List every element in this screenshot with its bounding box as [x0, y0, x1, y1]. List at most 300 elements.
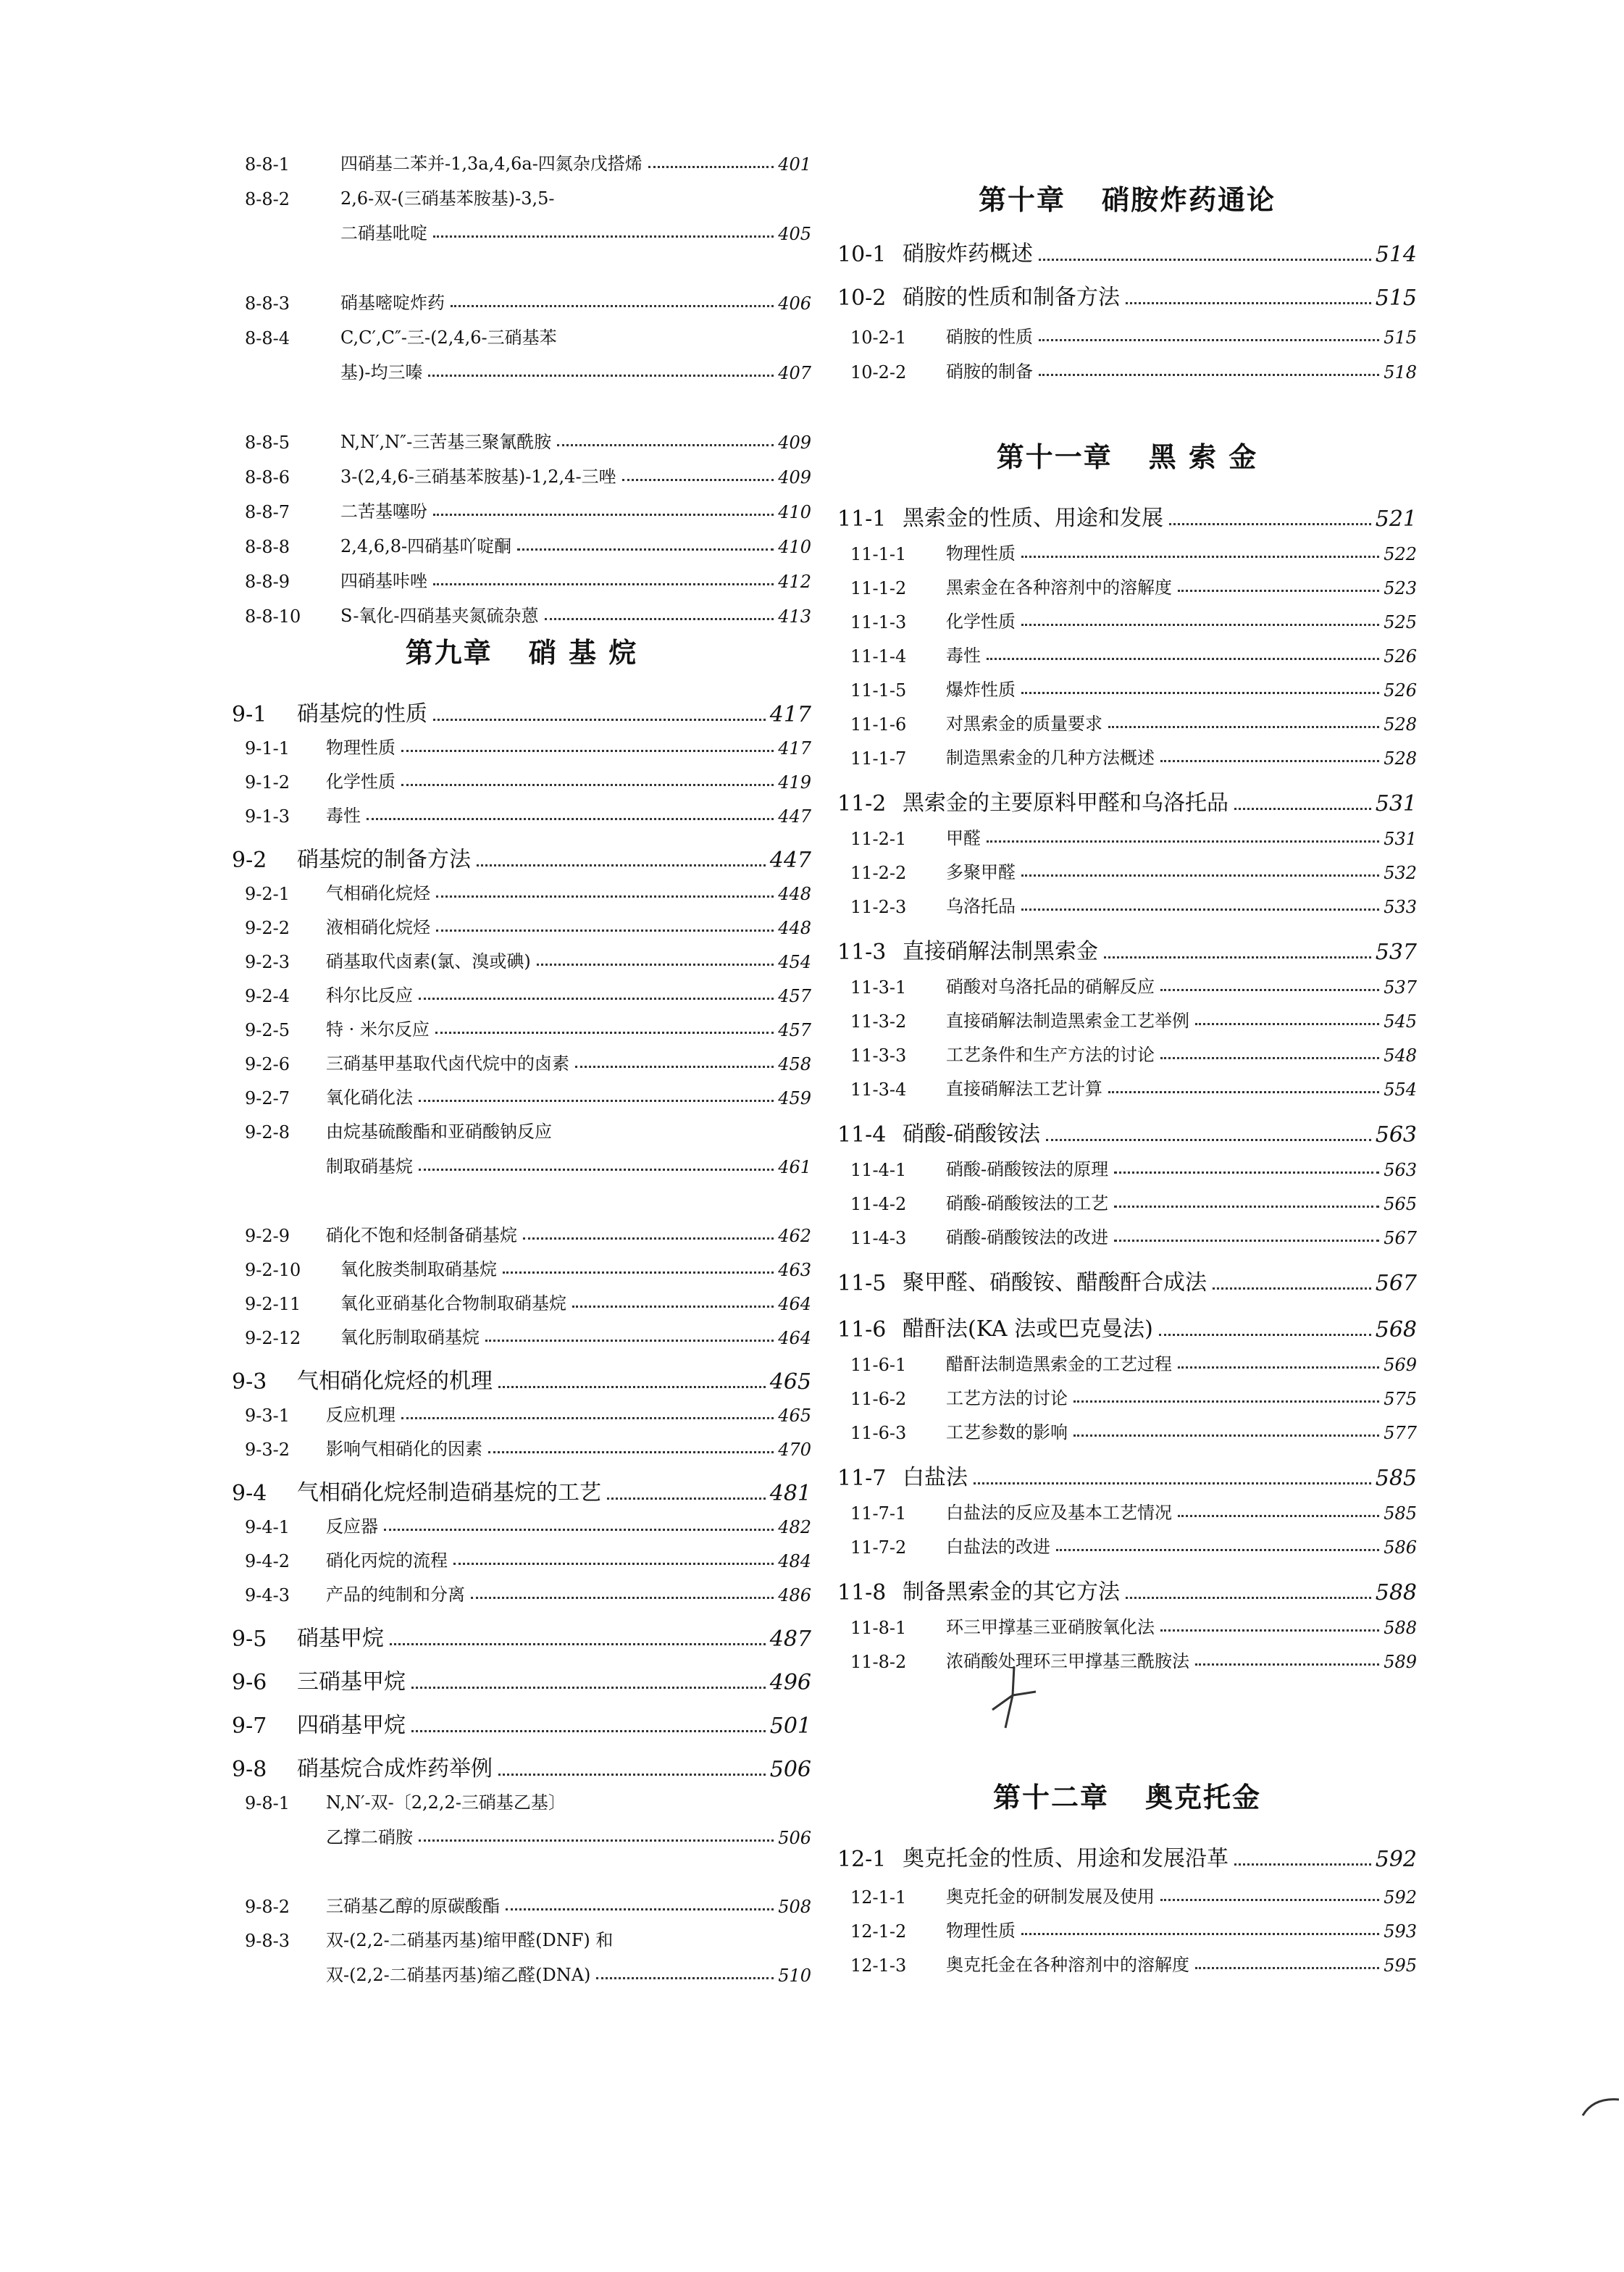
toc-entry[interactable]: [232, 1049, 811, 1074]
leader-dots: [1039, 339, 1379, 341]
entry-page: 593: [1384, 1921, 1417, 1942]
entry-page: 532: [1384, 863, 1417, 883]
entry-page: 537: [1375, 940, 1417, 965]
entry-number: 11-7-2: [850, 1537, 907, 1558]
leader-dots: [1108, 1091, 1379, 1093]
toc-entry[interactable]: [837, 1189, 1417, 1214]
entry-title: 硝基取代卤素(氯、溴或碘): [326, 951, 531, 972]
toc-entry[interactable]: [837, 279, 1417, 311]
toc-entry[interactable]: [232, 696, 811, 727]
toc-entry[interactable]: [837, 1840, 1417, 1872]
toc-entry[interactable]: [837, 1384, 1417, 1409]
leader-dots: [1160, 1629, 1379, 1632]
entry-title: 奥克托金的性质、用途和发展沿革: [903, 1846, 1229, 1871]
toc-entry[interactable]: [837, 858, 1417, 883]
toc-entry-continued[interactable]: [232, 1152, 811, 1177]
entry-title: 环三甲撑基三亚硝胺氧化法: [946, 1617, 1155, 1637]
entry-number: 11-2-3: [850, 897, 907, 917]
toc-entry[interactable]: [232, 601, 811, 627]
toc-entry[interactable]: [232, 1707, 811, 1739]
leader-dots: [433, 235, 774, 238]
entry-number: 10-2-2: [850, 362, 907, 383]
entry-page: 533: [1384, 897, 1417, 917]
toc-entry[interactable]: [837, 709, 1417, 735]
leader-dots: [648, 166, 774, 168]
toc-entry[interactable]: [232, 733, 811, 759]
entry-number: 11-1-1: [850, 544, 907, 564]
toc-entry[interactable]: [232, 323, 811, 348]
entry-number: 11-4-1: [850, 1160, 907, 1180]
corner-mark-icon: [1579, 2094, 1623, 2123]
toc-entry[interactable]: [837, 743, 1417, 769]
toc-entry[interactable]: [837, 1647, 1417, 1672]
toc-entry[interactable]: [232, 879, 811, 904]
toc-entry[interactable]: [837, 1040, 1417, 1066]
entry-title: S-氧化-四硝基夹氮硫杂蒽: [340, 606, 539, 626]
entry-number: 12-1-1: [850, 1887, 907, 1908]
entry-page: 531: [1384, 829, 1417, 849]
entry-number: 9-3: [232, 1369, 267, 1395]
entry-page: 565: [1384, 1194, 1417, 1214]
toc-entry[interactable]: [837, 1223, 1417, 1248]
entry-title: 物理性质: [946, 543, 1016, 564]
entry-number: 9-2-2: [245, 918, 290, 938]
entry-page: 545: [1384, 1011, 1417, 1032]
entry-number: 11-6-2: [850, 1389, 907, 1409]
toc-entry[interactable]: [232, 149, 811, 175]
entry-title: 甲醛: [946, 828, 981, 848]
entry-number: 8-8-4: [245, 328, 290, 348]
toc-entry[interactable]: [232, 184, 811, 209]
leader-dots: [1073, 1400, 1379, 1403]
entry-page: 577: [1384, 1423, 1417, 1443]
entry-title: 液相硝化烷烃: [326, 917, 430, 937]
entry-number: 11-1-2: [850, 578, 907, 598]
toc-entry[interactable]: [232, 1221, 811, 1246]
chapter-title: 奥克托金: [1145, 1782, 1262, 1813]
toc-entry[interactable]: [232, 497, 811, 522]
entry-number: 9-1: [232, 702, 267, 727]
toc-entry[interactable]: [837, 675, 1417, 701]
toc-entry-continued[interactable]: [232, 1960, 811, 1986]
leader-dots: [419, 998, 774, 1000]
toc-entry[interactable]: [837, 607, 1417, 632]
entry-page: 407: [778, 363, 811, 383]
entry-number: 9-1-1: [245, 738, 290, 759]
leader-dots: [1056, 1549, 1379, 1551]
entry-number: 11-3-2: [850, 1011, 907, 1032]
leader-dots: [1073, 1434, 1379, 1437]
entry-title: 三硝基甲烷: [297, 1669, 406, 1695]
leader-dots: [1126, 302, 1371, 304]
entry-number: 9-3-1: [245, 1406, 290, 1426]
toc-entry[interactable]: [232, 981, 811, 1006]
leader-dots: [1213, 1287, 1371, 1290]
entry-number: 11-1-6: [850, 714, 907, 735]
entry-number: 11-5: [837, 1271, 887, 1296]
leader-dots: [987, 658, 1379, 660]
entry-title: 由烷基硫酸酯和亚硝酸钠反应: [326, 1122, 552, 1142]
entry-number: 11-4-2: [850, 1194, 907, 1214]
leader-dots: [367, 818, 774, 820]
entry-title: 氧化亚硝基化合物制取硝基烷: [340, 1293, 566, 1314]
entry-number: 11-8-2: [850, 1652, 907, 1672]
entry-page: 588: [1384, 1618, 1417, 1638]
toc-entry[interactable]: [232, 1323, 811, 1348]
entry-number: 9-3-2: [245, 1440, 290, 1460]
toc-entry[interactable]: [837, 1155, 1417, 1180]
leader-dots: [596, 1977, 774, 1979]
leader-dots: [1159, 1334, 1371, 1336]
entry-page: 568: [1375, 1317, 1417, 1342]
toc-entry[interactable]: [837, 1613, 1417, 1638]
entry-page: 419: [778, 772, 811, 793]
entry-number: 11-3-4: [850, 1079, 907, 1100]
chapter-label: 第十章: [978, 184, 1066, 216]
toc-entry[interactable]: [837, 1418, 1417, 1443]
entry-page: 588: [1375, 1580, 1417, 1605]
entry-number: 11-8-1: [850, 1618, 907, 1638]
toc-entry[interactable]: [837, 235, 1417, 267]
toc-entry[interactable]: [232, 1117, 811, 1143]
entry-title: 多聚甲醛: [946, 862, 1016, 882]
entry-title: 硝酸对乌洛托品的硝解反应: [946, 977, 1155, 997]
entry-title: 直接硝解法制黑索金: [903, 939, 1098, 964]
entry-number: 9-2-12: [245, 1328, 301, 1348]
pen-mark-icon: [971, 1659, 1058, 1746]
toc-entry[interactable]: [837, 322, 1417, 348]
entry-title: 化学性质: [946, 611, 1016, 632]
entry-number: 9-2-6: [245, 1054, 290, 1074]
leader-dots: [1160, 760, 1379, 762]
toc-entry[interactable]: [837, 1574, 1417, 1605]
toc-entry[interactable]: [232, 1620, 811, 1652]
entry-number: 9-8-1: [245, 1793, 290, 1813]
toc-entry[interactable]: [232, 1512, 811, 1537]
entry-number: 11-1-3: [850, 612, 907, 632]
toc-entry[interactable]: [837, 500, 1417, 532]
entry-page: 522: [1384, 544, 1417, 564]
entry-page: 459: [778, 1088, 811, 1108]
leader-dots: [390, 1643, 766, 1645]
toc-entry[interactable]: [837, 892, 1417, 917]
entry-page: 515: [1384, 327, 1417, 348]
toc-entry[interactable]: [837, 824, 1417, 849]
toc-entry[interactable]: [232, 801, 811, 827]
entry-number: 8-8-6: [245, 467, 290, 488]
leader-dots: [537, 964, 774, 966]
entry-number: 9-2-5: [245, 1020, 290, 1040]
entry-page: 448: [778, 884, 811, 904]
toc-entry[interactable]: [232, 1580, 811, 1605]
leader-dots: [545, 618, 774, 620]
entry-title: 气相硝化烷烃制造硝基烷的工艺: [297, 1480, 601, 1505]
entry-page: 515: [1375, 285, 1417, 311]
entry-number: 11-3-3: [850, 1045, 907, 1066]
leader-dots: [1160, 989, 1379, 991]
leader-dots: [384, 1529, 774, 1531]
entry-page: 401: [778, 154, 811, 175]
entry-title: 奥克托金的研制发展及使用: [946, 1887, 1155, 1907]
entry-title: 制造黑索金的几种方法概述: [946, 748, 1155, 768]
entry-number: 9-2-7: [245, 1088, 290, 1108]
toc-entry[interactable]: [232, 1663, 811, 1695]
toc-entry[interactable]: [232, 1289, 811, 1314]
entry-page: 470: [778, 1440, 811, 1460]
entry-title: 硝胺炸药概述: [903, 241, 1033, 267]
entry-number: 11-1-4: [850, 646, 907, 667]
entry-title: 工艺条件和生产方法的讨论: [946, 1045, 1155, 1065]
chapter-9-heading: [232, 630, 811, 670]
leader-dots: [1039, 374, 1379, 376]
toc-entry[interactable]: [232, 567, 811, 592]
leader-dots: [1126, 1597, 1371, 1599]
leader-dots: [436, 930, 774, 932]
leader-dots: [572, 1306, 774, 1308]
entry-number: 9-7: [232, 1713, 267, 1739]
entry-title: N,N′,N″-三苦基三聚氰酰胺: [340, 432, 552, 452]
toc-entry[interactable]: [232, 841, 811, 873]
entry-title: 四硝基咔唑: [340, 571, 427, 591]
toc-entry[interactable]: [232, 947, 811, 972]
toc-entry[interactable]: [232, 532, 811, 557]
toc-entry[interactable]: [232, 767, 811, 793]
entry-number: 11-6-3: [850, 1423, 907, 1443]
leader-dots: [1039, 259, 1371, 261]
toc-entry[interactable]: [837, 1882, 1417, 1908]
toc-entry[interactable]: [232, 1926, 811, 1951]
entry-title-continued: 基)-均三嗪: [340, 362, 423, 383]
entry-number: 11-8: [837, 1580, 887, 1605]
entry-number: 9-4: [232, 1481, 267, 1506]
entry-page: 465: [769, 1369, 811, 1395]
chapter-11-heading: [837, 435, 1417, 475]
entry-number: 11-1-7: [850, 748, 907, 769]
leader-dots: [1160, 1057, 1379, 1059]
entry-title-continued: 乙撑二硝胺: [326, 1827, 413, 1847]
toc-entry[interactable]: [232, 1363, 811, 1395]
entry-number: 11-1-5: [850, 680, 907, 701]
toc-entry[interactable]: [837, 573, 1417, 598]
leader-dots: [419, 1839, 774, 1842]
entry-title: 硝化丙烷的流程: [326, 1550, 448, 1571]
entry-page: 525: [1384, 612, 1417, 632]
leader-dots: [411, 1730, 766, 1732]
toc-entry[interactable]: [232, 462, 811, 488]
entry-page: 523: [1384, 578, 1417, 598]
leader-dots: [1178, 1515, 1379, 1517]
entry-title: 2,6-双-(三硝基苯胺基)-3,5-: [340, 188, 555, 209]
chapter-label: 第九章: [405, 637, 493, 669]
entry-number: 11-1: [837, 506, 887, 532]
entry-title: 影响气相硝化的因素: [326, 1439, 482, 1459]
leader-dots: [401, 750, 774, 752]
entry-title: 聚甲醛、硝酸铵、醋酸酐合成法: [903, 1270, 1207, 1295]
entry-page: 405: [778, 224, 811, 244]
entry-page: 458: [778, 1054, 811, 1074]
entry-number: 9-2-1: [245, 884, 290, 904]
entry-page: 447: [769, 848, 811, 873]
entry-title: 工艺参数的影响: [946, 1422, 1068, 1442]
entry-number: 9-6: [232, 1670, 267, 1695]
entry-page: 531: [1375, 791, 1417, 816]
toc-entry[interactable]: [232, 1750, 811, 1782]
leader-dots: [1234, 1863, 1371, 1866]
toc-entry-continued[interactable]: [232, 219, 811, 244]
leader-dots: [488, 1451, 774, 1453]
entry-title: 硝基甲烷: [297, 1626, 384, 1651]
entry-title: 浓硝酸处理环三甲撑基三酰胺法: [946, 1651, 1189, 1671]
entry-title: 醋酐法制造黑索金的工艺过程: [946, 1354, 1172, 1374]
entry-page: 585: [1384, 1503, 1417, 1524]
entry-title: 硝基嘧啶炸药: [340, 293, 445, 313]
leader-dots: [401, 784, 774, 786]
entry-title: 反应器: [326, 1516, 378, 1537]
leader-dots: [485, 1340, 774, 1342]
entry-number: 10-2: [837, 285, 887, 311]
toc-entry[interactable]: [232, 1434, 811, 1460]
toc-entry[interactable]: [837, 1532, 1417, 1558]
toc-entry[interactable]: [232, 1083, 811, 1108]
toc-entry[interactable]: [837, 1311, 1417, 1342]
entry-title: 对黑索金的质量要求: [946, 714, 1102, 734]
entry-number: 11-2: [837, 791, 887, 816]
entry-page: 417: [778, 738, 811, 759]
leader-dots: [1195, 1023, 1379, 1025]
toc-entry[interactable]: [837, 1006, 1417, 1032]
toc-entry-continued[interactable]: [232, 1823, 811, 1848]
entry-title: 二苦基噻吩: [340, 501, 427, 522]
toc-entry-continued[interactable]: [232, 358, 811, 383]
leader-dots: [1195, 1967, 1379, 1969]
entry-page: 409: [778, 433, 811, 453]
leader-dots: [1160, 1899, 1379, 1901]
entry-page: 463: [778, 1260, 811, 1280]
entry-page: 464: [778, 1294, 811, 1314]
entry-title: 硝胺的制备: [946, 362, 1033, 382]
toc-entry[interactable]: [837, 1074, 1417, 1100]
entry-page: 595: [1384, 1955, 1417, 1976]
leader-dots: [477, 864, 766, 866]
toc-entry[interactable]: [232, 1546, 811, 1571]
entry-page: 447: [778, 806, 811, 827]
entry-page: 575: [1384, 1389, 1417, 1409]
entry-page: 484: [778, 1551, 811, 1571]
leader-dots: [1114, 1240, 1379, 1242]
toc-entry[interactable]: [837, 933, 1417, 965]
entry-title: 四硝基甲烷: [297, 1713, 406, 1738]
toc-entry[interactable]: [232, 1788, 811, 1813]
leader-dots: [517, 548, 774, 551]
entry-page: 412: [778, 572, 811, 592]
entry-page: 461: [778, 1157, 811, 1177]
toc-entry[interactable]: [837, 1916, 1417, 1942]
entry-page: 496: [769, 1670, 811, 1695]
entry-page: 567: [1375, 1271, 1417, 1296]
entry-number: 12-1-3: [850, 1955, 907, 1976]
entry-number: 11-7: [837, 1466, 887, 1491]
entry-page: 514: [1375, 242, 1417, 267]
toc-entry[interactable]: [837, 1950, 1417, 1976]
entry-page: 486: [778, 1585, 811, 1605]
toc-entry[interactable]: [232, 1255, 811, 1280]
entry-title: 爆炸性质: [946, 680, 1016, 700]
toc-entry[interactable]: [232, 427, 811, 453]
entry-number: 9-2-3: [245, 952, 290, 972]
entry-number: 9-2-9: [245, 1226, 290, 1246]
entry-page: 528: [1384, 714, 1417, 735]
entry-title: 物理性质: [946, 1921, 1016, 1941]
entry-title: 氧化胺类制取硝基烷: [340, 1259, 497, 1279]
entry-title: 硝基烷的制备方法: [297, 847, 471, 872]
toc-entry[interactable]: [837, 972, 1417, 998]
entry-page: 585: [1375, 1466, 1417, 1491]
entry-title: 醋酐法(KA 法或巴克曼法): [903, 1316, 1153, 1342]
leader-dots: [1021, 909, 1379, 911]
entry-page: 528: [1384, 748, 1417, 769]
entry-page: 481: [769, 1481, 811, 1506]
entry-number: 9-8-3: [245, 1931, 290, 1951]
toc-entry[interactable]: [837, 641, 1417, 667]
entry-page: 526: [1384, 680, 1417, 701]
toc-entry[interactable]: [837, 539, 1417, 564]
entry-title: 白盐法: [903, 1465, 968, 1490]
leader-dots: [453, 1563, 774, 1565]
toc-entry[interactable]: [837, 1264, 1417, 1296]
entry-page: 518: [1384, 362, 1417, 383]
entry-number: 11-2-1: [850, 829, 907, 849]
entry-title: 乌洛托品: [946, 896, 1016, 916]
chapter-title: 硝胺炸药通论: [1102, 184, 1276, 216]
toc-entry[interactable]: [837, 785, 1417, 816]
entry-title: 白盐法的反应及基本工艺情况: [946, 1503, 1172, 1523]
entry-number: 9-4-2: [245, 1551, 290, 1571]
entry-title: 直接硝解法制造黑索金工艺举例: [946, 1011, 1189, 1031]
entry-page: 454: [778, 952, 811, 972]
toc-entry[interactable]: [232, 1892, 811, 1917]
toc-entry[interactable]: [232, 1015, 811, 1040]
entry-title: 三硝基乙醇的原碳酸酯: [326, 1896, 500, 1916]
toc-entry[interactable]: [837, 357, 1417, 383]
toc-entry[interactable]: [232, 1400, 811, 1426]
entry-number: 9-5: [232, 1626, 267, 1652]
entry-number: 11-4: [837, 1122, 887, 1148]
entry-page: 589: [1384, 1652, 1417, 1672]
entry-number: 9-2-4: [245, 986, 290, 1006]
entry-page: 508: [778, 1897, 811, 1917]
entry-title: 化学性质: [326, 772, 395, 792]
entry-number: 9-2-10: [245, 1260, 301, 1280]
toc-entry[interactable]: [232, 1474, 811, 1506]
entry-title: 白盐法的改进: [946, 1537, 1050, 1557]
toc-entry[interactable]: [232, 913, 811, 938]
entry-page: 448: [778, 918, 811, 938]
leader-dots: [498, 1774, 766, 1776]
toc-entry[interactable]: [837, 1498, 1417, 1524]
entry-title-continued: 双-(2,2-二硝基丙基)缩乙醛(DNA): [326, 1965, 591, 1985]
entry-title: 工艺方法的讨论: [946, 1388, 1068, 1408]
entry-title: 三硝基甲基取代卤代烷中的卤素: [326, 1053, 569, 1074]
entry-title: 硝酸-硝酸铵法: [903, 1122, 1041, 1147]
entry-title: 硝胺的性质和制备方法: [903, 285, 1120, 310]
toc-entry[interactable]: [837, 1350, 1417, 1375]
toc-entry[interactable]: [837, 1459, 1417, 1491]
toc-entry[interactable]: [232, 288, 811, 314]
entry-title: 黑索金的主要原料甲醛和乌洛托品: [903, 790, 1229, 816]
entry-number: 8-8-8: [245, 537, 290, 557]
toc-entry[interactable]: [837, 1116, 1417, 1148]
entry-title: 科尔比反应: [326, 985, 413, 1006]
